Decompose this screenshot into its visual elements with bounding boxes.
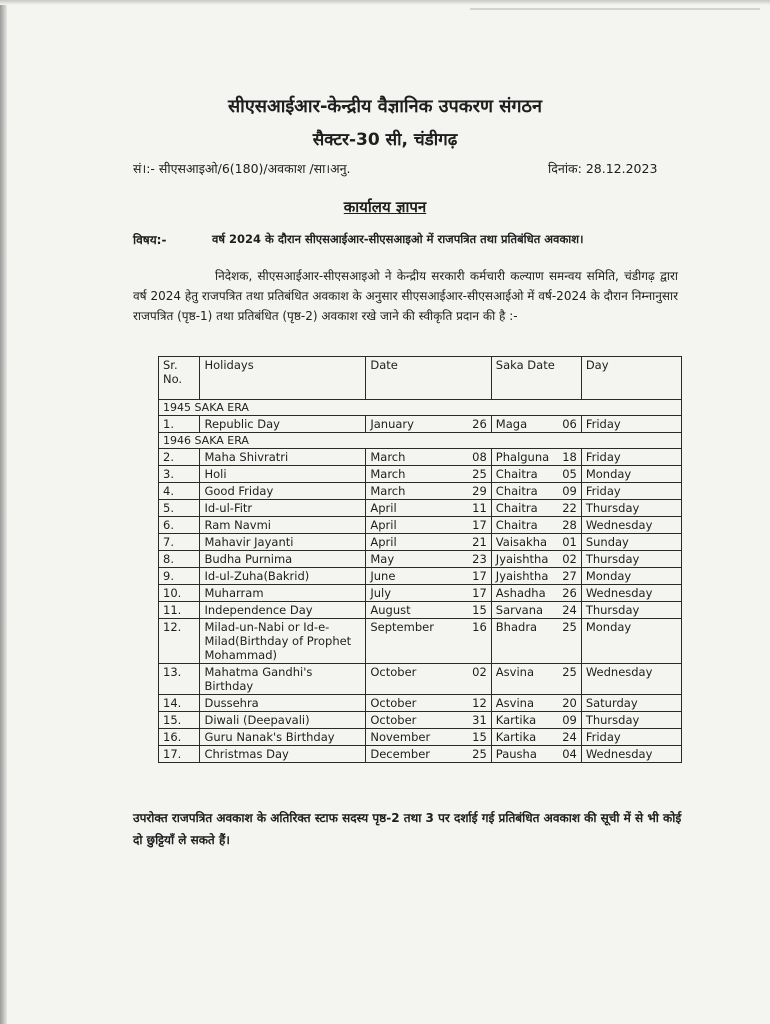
row-saka-month: Pausha <box>495 747 537 761</box>
row-saka-month: Bhadra <box>495 620 538 634</box>
row-saka-date <box>491 416 581 433</box>
row-holiday: Republic Day <box>200 416 366 433</box>
table-row <box>159 449 682 466</box>
row-saka-date <box>491 466 581 483</box>
row-day-number: 25 <box>472 467 487 481</box>
era-row-1946 <box>159 433 682 449</box>
row-day-number: 29 <box>472 484 487 498</box>
row-saka-day: 04 <box>562 747 577 761</box>
row-holiday: Id-ul-Fitr <box>200 500 366 517</box>
row-saka-day: 18 <box>562 450 577 464</box>
row-saka-date <box>491 729 581 746</box>
row-holiday: Budha Purnima <box>200 551 366 568</box>
row-sr-no: 7. <box>159 534 200 551</box>
row-weekday: Wednesday <box>581 746 681 763</box>
row-saka-day: 09 <box>562 713 577 727</box>
row-weekday: Friday <box>581 449 681 466</box>
row-weekday: Friday <box>581 483 681 500</box>
era-label: 1945 SAKA ERA <box>159 400 682 416</box>
row-holiday: Maha Shivratri <box>200 449 366 466</box>
row-day-number: 15 <box>472 603 487 617</box>
row-saka-day: 01 <box>562 535 577 549</box>
row-day-number: 16 <box>472 620 487 634</box>
scan-streak <box>470 8 760 10</box>
row-weekday: Thursday <box>581 602 681 619</box>
row-holiday: Good Friday <box>200 483 366 500</box>
document-date: दिनांक: 28.12.2023 <box>548 161 658 176</box>
row-sr-no: 14. <box>159 695 200 712</box>
row-holiday: Holi <box>200 466 366 483</box>
row-date <box>366 619 491 664</box>
row-date <box>366 466 491 483</box>
row-saka-month: Ashadha <box>495 586 546 600</box>
row-saka-month: Vaisakha <box>495 535 548 549</box>
row-day-number: 23 <box>472 552 487 566</box>
row-sr-no: 11. <box>159 602 200 619</box>
row-date <box>366 517 491 534</box>
row-weekday: Wednesday <box>581 664 681 695</box>
row-month: July <box>370 586 392 600</box>
organization-address: सैक्टर-30 सी, चंडीगढ़ <box>312 130 458 150</box>
row-day-number: 08 <box>472 450 487 464</box>
row-saka-day: 20 <box>562 696 577 710</box>
row-holiday: Mahavir Jayanti <box>200 534 366 551</box>
row-date <box>366 602 491 619</box>
row-month: March <box>370 467 406 481</box>
row-day-number: 11 <box>472 501 487 515</box>
table-header-row <box>159 357 682 400</box>
row-date <box>366 695 491 712</box>
row-saka-date <box>491 664 581 695</box>
row-date <box>366 729 491 746</box>
row-saka-month: Sarvana <box>495 603 544 617</box>
row-saka-date <box>491 585 581 602</box>
row-saka-day: 02 <box>562 552 577 566</box>
row-day-number: 26 <box>472 417 487 431</box>
row-saka-day: 25 <box>562 620 577 634</box>
row-saka-day: 24 <box>562 603 577 617</box>
row-holiday: Ram Navmi <box>200 517 366 534</box>
row-month: April <box>370 501 397 515</box>
row-saka-day: 27 <box>562 569 577 583</box>
table-row <box>159 664 682 695</box>
row-weekday: Thursday <box>581 551 681 568</box>
row-day-number: 15 <box>472 730 487 744</box>
header-holidays: Holidays <box>200 357 366 400</box>
row-date <box>366 500 491 517</box>
row-saka-month: Kartika <box>495 713 537 727</box>
row-saka-month: Chaitra <box>495 518 538 532</box>
row-holiday: Diwali (Deepavali) <box>200 712 366 729</box>
row-month: October <box>370 696 417 710</box>
row-saka-date <box>491 517 581 534</box>
row-sr-no: 15. <box>159 712 200 729</box>
row-saka-day: 24 <box>562 730 577 744</box>
row-weekday: Saturday <box>581 695 681 712</box>
table-row <box>159 416 682 433</box>
memo-heading-text: कार्यालय ज्ञापन <box>343 198 427 216</box>
row-saka-date <box>491 551 581 568</box>
row-saka-day: 06 <box>562 417 577 431</box>
row-saka-month: Chaitra <box>495 467 538 481</box>
table-row <box>159 534 682 551</box>
table-row <box>159 517 682 534</box>
row-sr-no: 3. <box>159 466 200 483</box>
row-saka-month: Kartika <box>495 730 537 744</box>
table-row <box>159 619 682 664</box>
row-saka-date <box>491 483 581 500</box>
scan-edge-top <box>0 0 770 5</box>
row-saka-day: 25 <box>562 665 577 679</box>
row-sr-no: 17. <box>159 746 200 763</box>
row-weekday: Wednesday <box>581 517 681 534</box>
row-month: March <box>370 450 406 464</box>
row-holiday: Milad-un-Nabi or Id-e-Milad(Birthday of Prophet Mohammad) <box>200 619 366 664</box>
table-row <box>159 568 682 585</box>
row-date <box>366 585 491 602</box>
row-weekday: Monday <box>581 619 681 664</box>
row-saka-date <box>491 449 581 466</box>
reference-number: सं।:- सीएसआइओ/6(180)/अवकाश /सा।अनु. <box>133 161 351 176</box>
row-saka-date <box>491 568 581 585</box>
row-saka-date <box>491 619 581 664</box>
row-month: April <box>370 535 397 549</box>
row-date <box>366 746 491 763</box>
row-month: May <box>370 552 395 566</box>
row-month: September <box>370 620 434 634</box>
row-date <box>366 534 491 551</box>
row-weekday: Thursday <box>581 712 681 729</box>
row-holiday: Independence Day <box>200 602 366 619</box>
row-saka-date <box>491 695 581 712</box>
row-saka-month: Jyaishtha <box>495 569 549 583</box>
row-month: June <box>370 569 396 583</box>
row-day-number: 17 <box>472 586 487 600</box>
table-row <box>159 712 682 729</box>
row-month: January <box>370 417 414 431</box>
row-saka-month: Asvina <box>495 665 534 679</box>
row-day-number: 12 <box>472 696 487 710</box>
row-weekday: Monday <box>581 466 681 483</box>
row-sr-no: 13. <box>159 664 200 695</box>
row-weekday: Friday <box>581 729 681 746</box>
row-holiday: Id-ul-Zuha(Bakrid) <box>200 568 366 585</box>
row-saka-date <box>491 712 581 729</box>
row-month: October <box>370 665 417 679</box>
table-row <box>159 695 682 712</box>
row-holiday: Guru Nanak's Birthday <box>200 729 366 746</box>
holiday-table <box>158 356 682 763</box>
row-sr-no: 8. <box>159 551 200 568</box>
row-date <box>366 664 491 695</box>
era-label: 1946 SAKA ERA <box>159 433 682 449</box>
table-body <box>159 400 682 763</box>
table-row <box>159 466 682 483</box>
subject-label: विषय:- <box>133 233 167 247</box>
row-month: December <box>370 747 430 761</box>
row-saka-date <box>491 746 581 763</box>
row-saka-month: Chaitra <box>495 484 538 498</box>
row-month: March <box>370 484 406 498</box>
row-holiday: Muharram <box>200 585 366 602</box>
scan-edge-left <box>0 0 7 1024</box>
row-weekday: Thursday <box>581 500 681 517</box>
row-sr-no: 6. <box>159 517 200 534</box>
row-saka-day: 05 <box>562 467 577 481</box>
subject-text: वर्ष 2024 के दौरान सीएसआईआर-सीएसआइओ में राजपत्रित तथा प्रतिबंधित अवकाश। <box>212 232 584 246</box>
row-sr-no: 2. <box>159 449 200 466</box>
row-date <box>366 483 491 500</box>
organization-title: सीएसआईआर-केन्द्रीय वैज्ञानिक उपकरण संगठन <box>228 96 542 117</box>
row-month: November <box>370 730 431 744</box>
table-row <box>159 551 682 568</box>
row-saka-day: 28 <box>562 518 577 532</box>
row-weekday: Monday <box>581 568 681 585</box>
row-month: August <box>370 603 411 617</box>
row-saka-month: Maga <box>495 417 528 431</box>
row-saka-month: Phalguna <box>495 450 550 464</box>
row-saka-day: 26 <box>562 586 577 600</box>
row-date <box>366 416 491 433</box>
table-row <box>159 729 682 746</box>
row-saka-date <box>491 602 581 619</box>
row-day-number: 25 <box>472 747 487 761</box>
table-row <box>159 746 682 763</box>
row-saka-day: 09 <box>562 484 577 498</box>
row-day-number: 17 <box>472 518 487 532</box>
row-sr-no: 16. <box>159 729 200 746</box>
memo-paragraph: निदेशक, सीएसआईआर-सीएसआइओ ने केन्द्रीय सरकारी कर्मचारी कल्याण समन्वय समिति, चंडीगढ़ द्वारा वर्ष 2024 हेतु राजपत्रित तथा प्रतिबंधित अवकाश के अनुसार सीएसआईआर-सीएसआईओ में वर्ष-2024 के दौरान निम्नानुसार राजपत्रित (पृष्ठ-1) तथा प्रतिबंधित (पृष्ठ-2) अवकाश रखे जाने की स्वीकृति प्रदान की है :- <box>133 269 678 323</box>
table-row <box>159 483 682 500</box>
table-row <box>159 602 682 619</box>
row-saka-month: Asvina <box>495 696 534 710</box>
row-month: October <box>370 713 417 727</box>
row-saka-day: 22 <box>562 501 577 515</box>
row-date <box>366 449 491 466</box>
footer-note: उपरोक्त राजपत्रित अवकाश के अतिरिक्त स्टाफ सदस्य पृष्ठ-2 तथा 3 पर दर्शाई गई प्रतिबंधित अवकाश की सूची में से भी कोई दो छुट्टियाँ ले सकते हैं। <box>133 811 682 847</box>
header-saka-date: Saka Date <box>491 357 581 400</box>
row-weekday: Sunday <box>581 534 681 551</box>
row-sr-no: 10. <box>159 585 200 602</box>
row-date <box>366 551 491 568</box>
row-weekday: Friday <box>581 416 681 433</box>
row-saka-date <box>491 500 581 517</box>
row-saka-month: Jyaishtha <box>495 552 549 566</box>
row-saka-month: Chaitra <box>495 501 538 515</box>
row-sr-no: 5. <box>159 500 200 517</box>
row-day-number: 17 <box>472 569 487 583</box>
row-day-number: 21 <box>472 535 487 549</box>
row-weekday: Wednesday <box>581 585 681 602</box>
header-sr-no: Sr. No. <box>159 357 200 400</box>
row-date <box>366 568 491 585</box>
row-sr-no: 9. <box>159 568 200 585</box>
row-holiday: Mahatma Gandhi's Birthday <box>200 664 366 695</box>
memo-heading <box>0 197 770 217</box>
row-sr-no: 12. <box>159 619 200 664</box>
table-row <box>159 585 682 602</box>
row-date <box>366 712 491 729</box>
header-date: Date <box>366 357 491 400</box>
row-sr-no: 1. <box>159 416 200 433</box>
row-day-number: 31 <box>472 713 487 727</box>
era-row-1945 <box>159 400 682 416</box>
row-sr-no: 4. <box>159 483 200 500</box>
row-holiday: Dussehra <box>200 695 366 712</box>
row-day-number: 02 <box>472 665 487 679</box>
row-holiday: Christmas Day <box>200 746 366 763</box>
header-day: Day <box>581 357 681 400</box>
row-month: April <box>370 518 397 532</box>
table-row <box>159 500 682 517</box>
row-saka-date <box>491 534 581 551</box>
